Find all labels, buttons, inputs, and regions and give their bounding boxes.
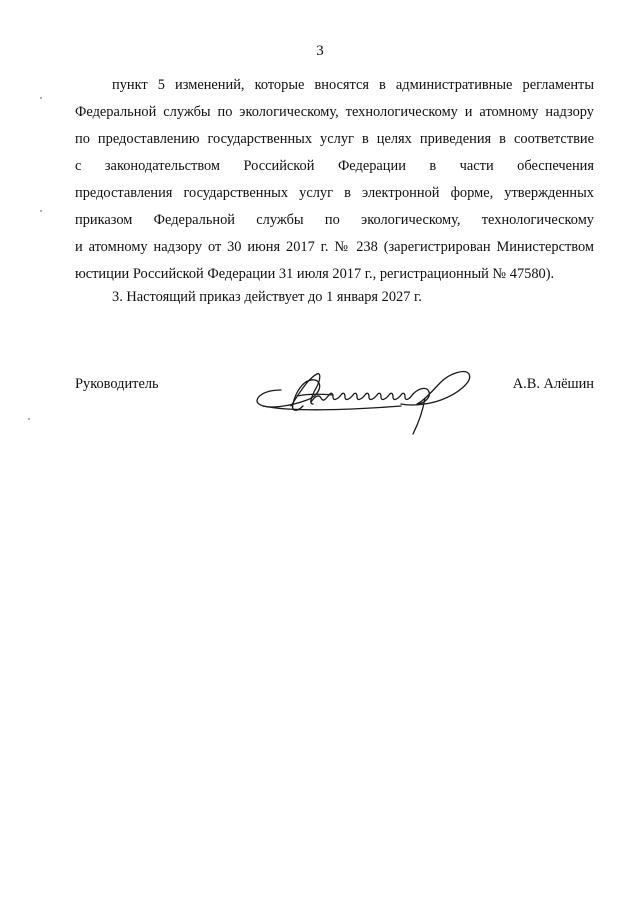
- paragraph-line: с законодательством Российской Федерации в части обеспечения: [75, 158, 594, 174]
- paragraph-line: Федеральной службы по экологическому, технологическому и атомному надзору: [75, 104, 594, 120]
- scan-speck: [28, 418, 30, 420]
- handwritten-signature: [251, 360, 477, 440]
- paragraph-line: приказом Федеральной службы по экологическому, технологическому: [75, 212, 594, 228]
- signer-role: Руководитель: [75, 376, 159, 392]
- paragraph-line: предоставления государственных услуг в электронной форме, утвержденных: [75, 185, 594, 201]
- page-number: 3: [316, 43, 324, 59]
- signer-name: А.В. Алёшин: [512, 376, 594, 392]
- scan-speck: [40, 210, 42, 212]
- scan-speck: [40, 97, 42, 99]
- signature-block: [75, 360, 594, 440]
- paragraph-continuation: [75, 72, 594, 288]
- paragraph-line: пункт 5 изменений, которые вносятся в административные регламенты: [112, 77, 594, 93]
- clause-3: 3. Настоящий приказ действует до 1 января 2027 г.: [112, 289, 422, 305]
- paragraph-line: по предоставлению государственных услуг в целях приведения в соответствие: [75, 131, 594, 147]
- paragraph-line: юстиции Российской Федерации 31 июля 2017 г., регистрационный № 47580).: [75, 266, 555, 282]
- paragraph-line: и атомному надзору от 30 июня 2017 г. № 238 (зарегистрирован Министерством: [75, 239, 594, 255]
